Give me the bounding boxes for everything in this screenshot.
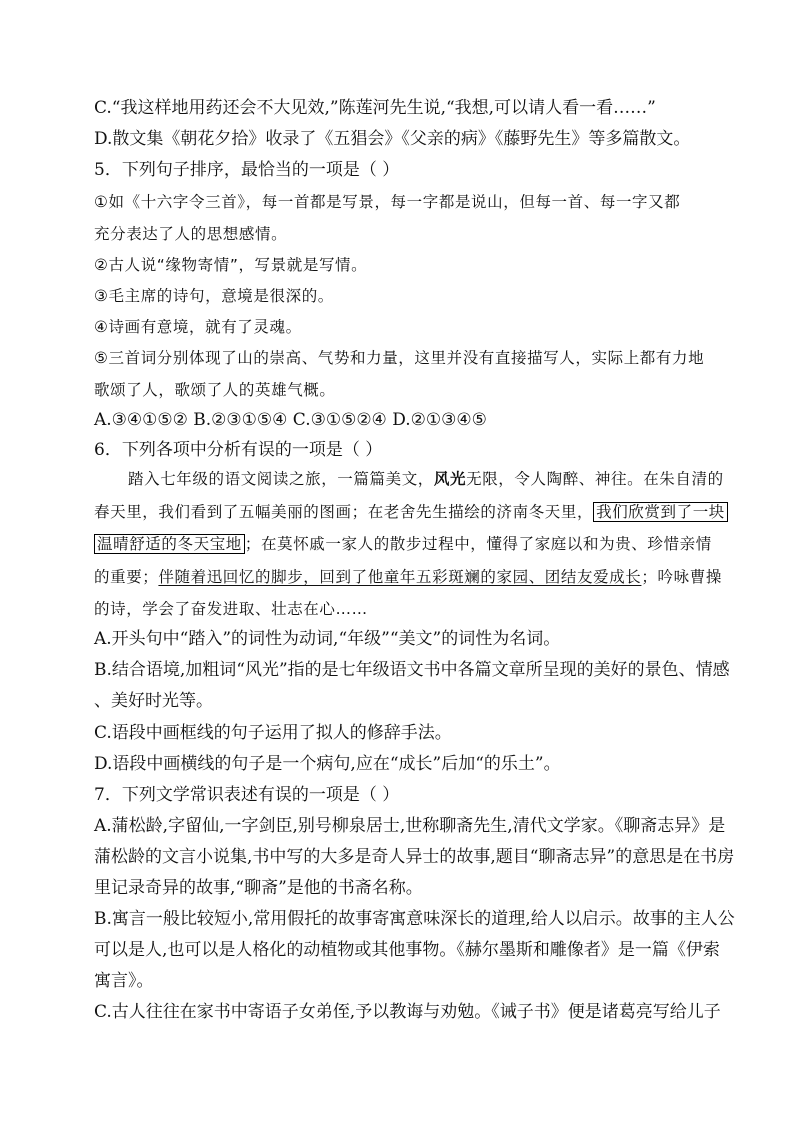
q6-option-d: D.语段中画横线的句子是一个病句,应在“成长”后加“的乐土”。 <box>94 754 561 774</box>
q7-option-b-line2: 可以是人,也可以是人格化的动植物或其他事物。《赫尔墨斯和雕像者》是一篇《伊索 <box>94 940 720 960</box>
passage-text: ；在莫怀戚一家人的散步过程中，懂得了家庭以和为贵、珍惜亲情 <box>244 535 712 553</box>
passage-text: 的重要； <box>94 568 159 586</box>
sentence-2: ②古人说“缘物寄情”，写景就是写情。 <box>94 256 368 274</box>
q7-option-a-line1: A.蒲松龄,字留仙,一字剑臣,别号柳泉居士,世称聊斋先生,清代文学家。《聊斋志异》是 <box>94 816 726 836</box>
q7-option-a-line3: 里记录奇异的故事,“聊斋”是他的书斋名称。 <box>94 878 423 898</box>
q7-option-a-line2: 蒲松龄的文言小说集,书中写的大多是奇人异士的故事,题目“聊斋志异”的意思是在书房 <box>94 847 735 867</box>
q7-option-c-line1: C.古人往往在家书中寄语子女弟侄,予以教诲与劝勉。《诫子书》便是诸葛亮写给儿子 <box>94 1002 721 1022</box>
passage-line-4 <box>94 565 722 589</box>
passage-line-1 <box>128 467 724 491</box>
q6-option-c: C.语段中画框线的句子运用了拟人的修辞手法。 <box>94 723 452 743</box>
boxed-sentence-part2: 温晴舒适的冬天宝地 <box>94 534 245 554</box>
sentence-5-line2: 歌颂了人，歌颂了人的英雄气概。 <box>94 381 336 399</box>
q7-option-b-line1: B.寓言一般比较短小,常用假托的故事寄寓意味深长的道理,给人以启示。故事的主人公 <box>94 909 735 929</box>
q6-option-b-line2: 、美好时光等。 <box>94 691 213 711</box>
question-5-options: A.③④①⑤② B.②③①⑤④ C.③①⑤②④ D.②①③④⑤ <box>94 410 487 430</box>
sentence-3: ③毛主席的诗句，意境是很深的。 <box>94 287 334 305</box>
passage-line-3 <box>94 532 712 556</box>
sentence-1-line2: 充分表达了人的思想感情。 <box>94 225 288 243</box>
option-d-line: D.散文集《朝花夕拾》收录了《五猖会》《父亲的病》《藤野先生》等多篇散文。 <box>94 129 691 149</box>
passage-text: ；吟咏曹操 <box>641 568 722 586</box>
boxed-sentence-part1: 我们欣赏到了一块 <box>593 502 728 522</box>
sentence-1-line1: ①如《十六字令三首》，每一首都是写景，每一字都是说山，但每一首、每一字又都 <box>94 193 681 211</box>
q6-option-b-line1: B.结合语境,加粗词“风光”指的是七年级语文书中各篇文章所呈现的美好的景色、情感 <box>94 660 730 680</box>
passage-line-2 <box>94 500 728 524</box>
q7-option-b-line3: 寓言》。 <box>94 971 154 991</box>
passage-text: 春天里，我们看到了五幅美丽的图画；在老舍先生描绘的济南冬天里， <box>94 503 594 521</box>
passage-line-5: 的诗，学会了奋发进取、壮志在心…… <box>94 600 368 618</box>
passage-text: 无限，令人陶醉、神往。在朱自清的 <box>466 470 724 488</box>
sentence-4: ④诗画有意境，就有了灵魂。 <box>94 318 302 336</box>
question-6-stem: 6．下列各项中分析有误的一项是（ ） <box>94 440 383 460</box>
option-c-line: C.“我这样地用药还会不大见效,”陈莲河先生说,“我想,可以请人看一看……” <box>94 98 656 118</box>
question-5-stem: 5．下列句子排序，最恰当的一项是（ ） <box>94 160 400 180</box>
passage-text: 踏入七年级的语文阅读之旅，一篇篇美文， <box>128 470 434 488</box>
q6-option-a: A.开头句中“踏入”的词性为动词,“年级”“美文”的词性为名词。 <box>94 629 561 649</box>
bold-word-fengguang: 风光 <box>433 470 467 488</box>
question-7-stem: 7．下列文学常识表述有误的一项是（ ） <box>94 785 400 805</box>
underlined-sentence: 伴随着迅回忆的脚步，回到了他童年五彩斑斓的家园、团结友爱成长 <box>158 568 642 586</box>
sentence-5-line1: ⑤三首词分别体现了山的崇高、气势和力量，这里并没有直接描写人，实际上都有力地 <box>94 349 705 367</box>
